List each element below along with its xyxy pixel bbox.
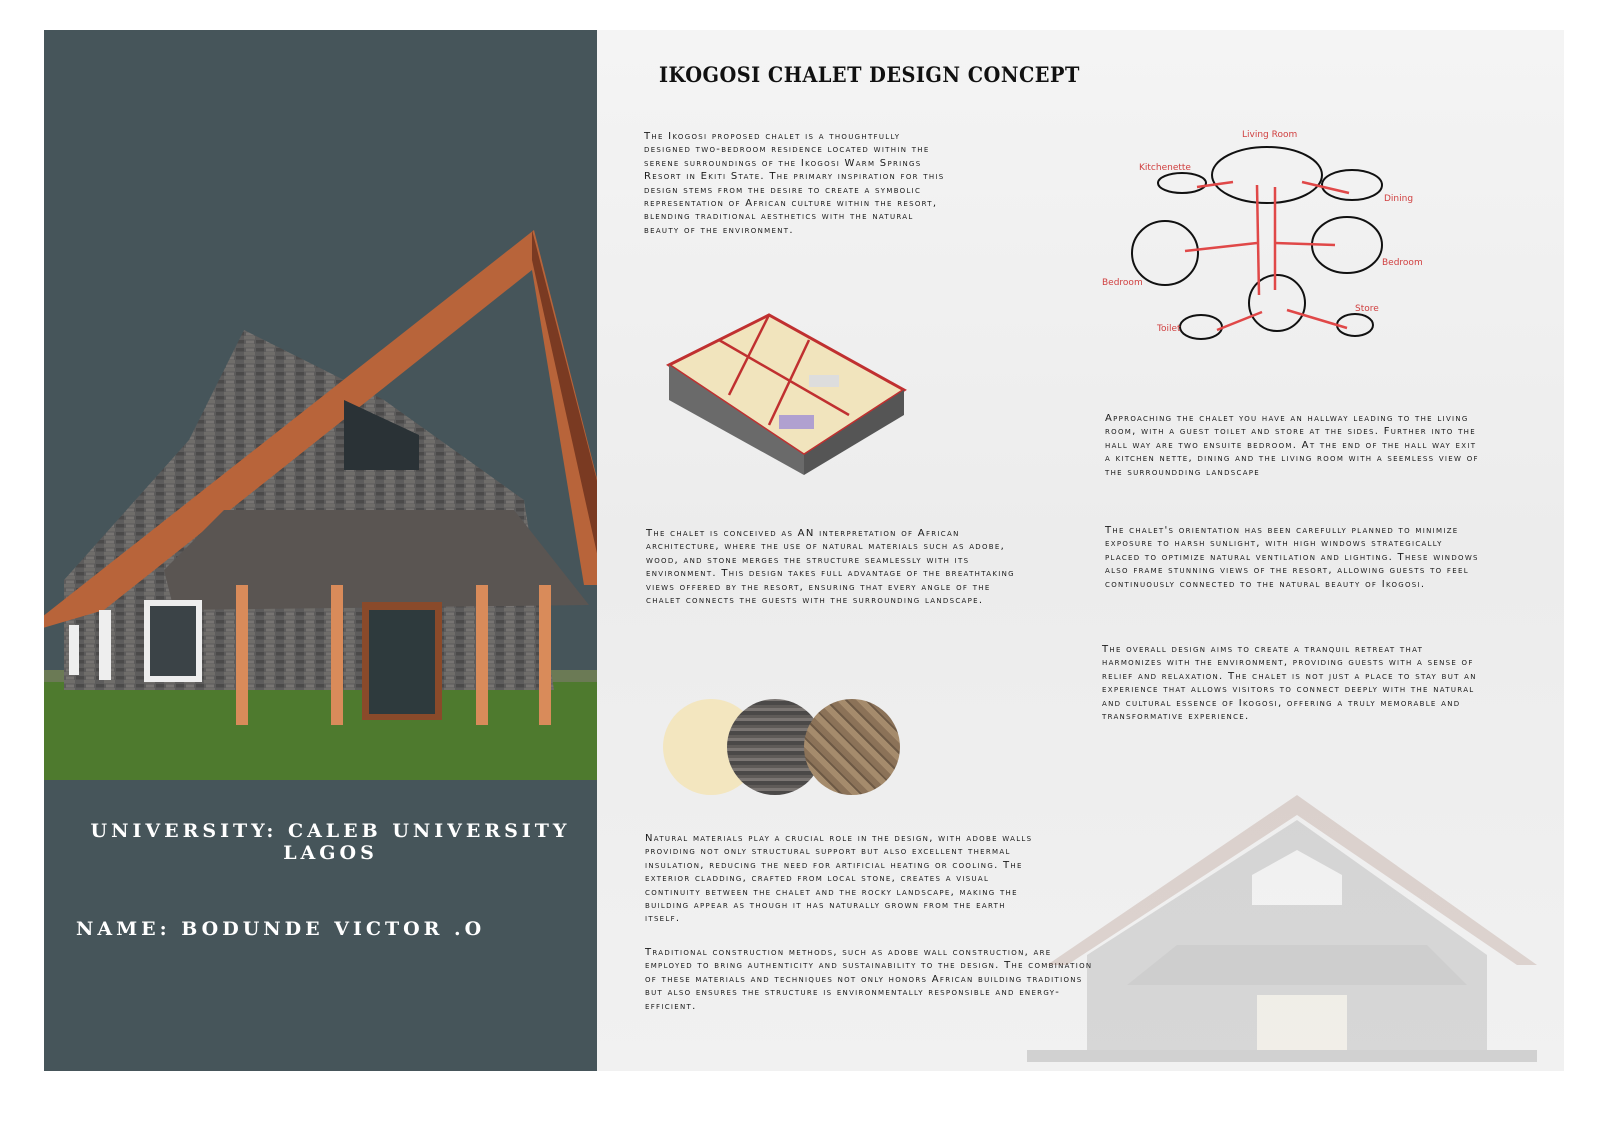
label-store: Store bbox=[1355, 304, 1379, 314]
bubble-living bbox=[1212, 147, 1322, 203]
right-panel bbox=[597, 30, 1564, 1071]
label-dining: Dining bbox=[1384, 194, 1414, 204]
label-kitchenette: Kitchenette bbox=[1139, 163, 1191, 173]
materials-paragraph: Natural materials play a crucial role in the design, with adobe walls providing not only structural support but also excellent thermal insulation, reducing the need for artificial heating or cooling. The exterior cladding, crafted from local stone, creates a visual continuity between the chalet and the rocky landscape, making the building appear as though it has naturally grown from the earth itself. bbox=[645, 833, 1033, 925]
bubble-store bbox=[1337, 314, 1373, 336]
bubble-diagram bbox=[1097, 125, 1427, 345]
overall-paragraph: The overall design aims to create a tranquil retreat that harmonizes with the environment, providing guests with a sense of relief and relaxation. The chalet is not just a place to stay but an experience that allows visitors to connect deeply with the natural and cultural essence of Ikogosi, offering a truly memorable and transformative experience. bbox=[1102, 644, 1477, 723]
swatch-wood bbox=[804, 699, 900, 795]
label-bedroom-left: Bedroom bbox=[1102, 278, 1143, 288]
bubble-dining bbox=[1322, 170, 1382, 200]
university-label: UNIVERSITY: CALEB UNIVERSITY LAGOS bbox=[90, 820, 571, 864]
bubble-toilet bbox=[1180, 315, 1222, 339]
orientation-paragraph: The chalet's orientation has been carefully planned to minimize exposure to harsh sunlight, with high windows strategically placed to optimize natural ventilation and lighting. These windows also frame stunning views of the resort, allowing guests to feel continuously connected to the natural beauty of Ikogosi. bbox=[1105, 525, 1479, 590]
ghost-chalet-elevation bbox=[1027, 795, 1537, 1075]
left-panel bbox=[44, 30, 597, 1071]
chalet-render bbox=[44, 200, 597, 810]
interpretation-paragraph: The chalet is conceived as AN interpretation of African architecture, where the use of natural materials such as adobe, wood, and stone merges the structure seamlessly with its environment. This design takes full advantage of the breathtaking views offered by the resort, ensuring that every angle of the chalet connects the guests with the surrounding landscape. bbox=[646, 528, 1015, 607]
approach-paragraph: Approaching the chalet you have an hallway leading to the living room, with a guest toilet and store at the sides. Further into the hall way are two ensuite bedroom. At the end of the hall way exit a kitchen nette, dining and the living room with a seemless view of the surroundding landscape bbox=[1105, 413, 1479, 478]
label-bedroom-right: Bedroom bbox=[1382, 258, 1423, 268]
construction-paragraph: Traditional construction methods, such as adobe wall construction, are employed to bring authenticity and sustainability to the design. The combination of these materials and techniques not only honors African building traditions but also ensures the structure is environmentally responsible and energy-efficient. bbox=[645, 947, 1093, 1012]
label-toilet: Toilet bbox=[1157, 324, 1181, 334]
bubble-hall bbox=[1249, 275, 1305, 331]
isometric-floor-plan bbox=[659, 305, 909, 475]
bubble-bedroom-left bbox=[1132, 221, 1198, 285]
page-title: IKOGOSI CHALET DESIGN CONCEPT bbox=[659, 62, 1080, 87]
label-living-room: Living Room bbox=[1242, 130, 1298, 140]
bubble-kitchenette bbox=[1158, 173, 1206, 193]
student-name: NAME: BODUNDE VICTOR .O bbox=[76, 918, 486, 940]
intro-paragraph: The Ikogosi proposed chalet is a thoughtfully designed two-bedroom residence located within the serene surroundings of the Ikogosi Warm Springs Resort in Ekiti State. The primary inspiration for this design stems from the desire to create a symbolic representation of African culture within the resort, blending traditional aesthetics with the natural beauty of the environment. bbox=[644, 131, 945, 236]
